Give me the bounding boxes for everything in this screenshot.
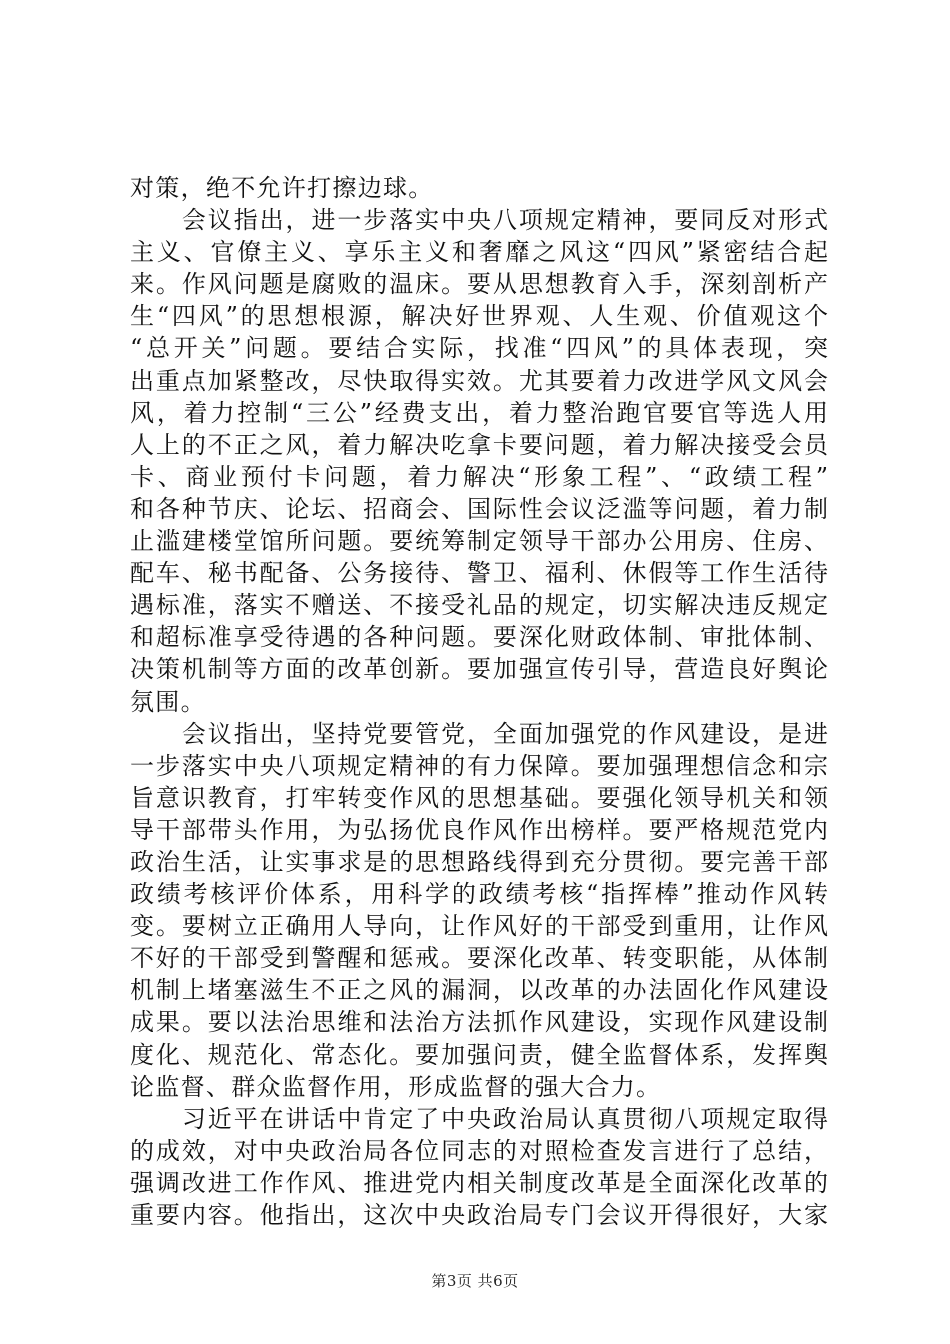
text-line: 生“四风”的思想根源，解决好世界观、人生观、价值观这个 (130, 302, 828, 331)
text-line: 度化、规范化、常态化。要加强问责，健全监督体系，发挥舆 (130, 1040, 828, 1069)
text-line: 习近平在讲话中肯定了中央政治局认真贯彻八项规定取得 (130, 1104, 828, 1133)
text-line: 卡、商业预付卡问题，着力解决“形象工程”、“政绩工程” (130, 462, 828, 491)
text-line: 和超标准享受待遇的各种问题。要深化财政体制、审批体制、 (130, 623, 828, 652)
text-line: 旨意识教育，打牢转变作风的思想基础。要强化领导机关和领 (130, 783, 828, 812)
text-line: 重要内容。他指出，这次中央政治局专门会议开得很好，大家 (130, 1201, 828, 1229)
text-line: 机制上堵塞滋生不正之风的漏洞，以改革的办法固化作风建设 (130, 976, 828, 1005)
text-line: 导干部带头作用，为弘扬优良作风作出榜样。要严格规范党内 (130, 815, 828, 844)
text-line: 政绩考核评价体系，用科学的政绩考核“指挥棒”推动作风转 (130, 880, 828, 909)
text-line: 会议指出，进一步落实中央八项规定精神，要同反对形式 (130, 206, 828, 235)
page-number: 第3页 共6页 (431, 1272, 519, 1290)
text-line: 出重点加紧整改，尽快取得实效。尤其要着力改进学风文风会 (130, 366, 828, 395)
text-line: 氛围。 (130, 687, 206, 716)
text-line: 一步落实中央八项规定精神的有力保障。要加强理想信念和宗 (130, 751, 828, 780)
text-line: 和各种节庆、论坛、招商会、国际性会议泛滥等问题，着力制 (130, 494, 828, 523)
text-line: 不好的干部受到警醒和惩戒。要深化改革、转变职能，从体制 (130, 944, 828, 973)
text-line: 风，着力控制“三公”经费支出，着力整治跑官要官等选人用 (130, 398, 828, 427)
text-line: 论监督、群众监督作用，形成监督的强大合力。 (130, 1072, 662, 1101)
text-line: 主义、官僚主义、享乐主义和奢靡之风这“四风”紧密结合起 (130, 238, 828, 267)
text-line: 会议指出，坚持党要管党，全面加强党的作风建设，是进 (130, 719, 828, 748)
text-line: 成果。要以法治思维和法治方法抓作风建设，实现作风建设制 (130, 1008, 828, 1037)
body-text (130, 172, 828, 1231)
text-line: 变。要树立正确用人导向，让作风好的干部受到重用，让作风 (130, 912, 828, 941)
text-line: 止滥建楼堂馆所问题。要统筹制定领导干部办公用房、住房、 (130, 527, 828, 556)
text-line: 人上的不正之风，着力解决吃拿卡要问题，着力解决接受会员 (130, 430, 828, 459)
text-line: 的成效，对中央政治局各位同志的对照检查发言进行了总结， (130, 1136, 828, 1165)
text-line: 配车、秘书配备、公务接待、警卫、福利、休假等工作生活待 (130, 559, 828, 588)
text-line: 政治生活，让实事求是的思想路线得到充分贯彻。要完善干部 (130, 847, 828, 876)
text-line: 对策，绝不允许打擦边球。 (130, 174, 434, 202)
text-line: “总开关”问题。要结合实际，找准“四风”的具体表现，突 (130, 334, 828, 363)
text-line: 来。作风问题是腐败的温床。要从思想教育入手，深刻剖析产 (130, 270, 828, 299)
text-line: 遇标准，落实不赠送、不接受礼品的规定，切实解决违反规定 (130, 591, 828, 620)
text-line: 决策机制等方面的改革创新。要加强宣传引导，营造良好舆论 (130, 655, 828, 684)
text-line: 强调改进工作作风、推进党内相关制度改革是全面深化改革的 (130, 1168, 828, 1197)
